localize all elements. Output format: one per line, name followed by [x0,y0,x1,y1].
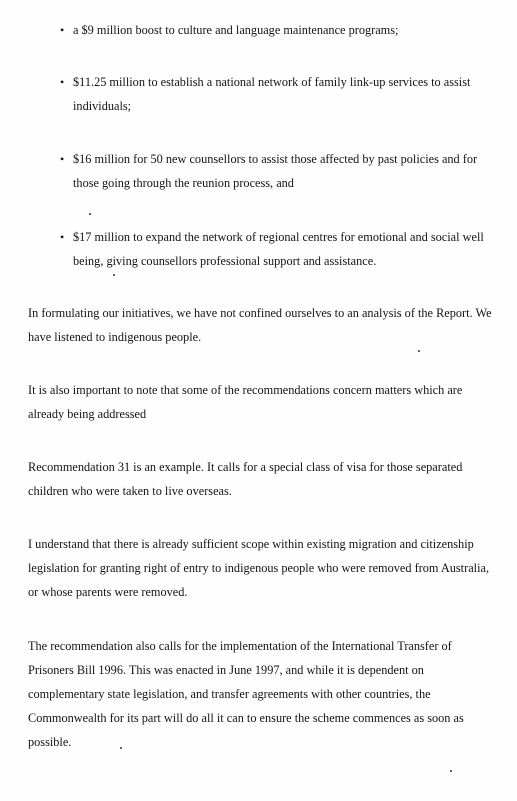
paragraph-transfer-of-prisoners: The recommendation also calls for the implementation of the International Transfer of Prisoners Bill 1996. This was enacted in June 1997, and while it is dependent on complementary state legislation, and transfer agreements with other countries, the Commonwealth for its part will do all it can to ensure the scheme commences as soon as possible. [28,639,464,749]
bullet-item-link-up [60,70,490,118]
bullet-marker: • [60,75,65,89]
scan-speck [450,770,452,772]
paragraph-recommendations-addressed: It is also important to note that some of the recommendations concern matters which are already being addressed [28,383,463,421]
paragraph-recommendation-31: Recommendation 31 is an example. It calls for a special class of visa for those separated children who were taken to live overseas. [28,460,463,498]
bullet-marker: • [60,230,65,244]
bullet-marker: • [60,23,65,37]
bullet-text: $11.25 million to establish a national network of family link-up services to assist individuals; [73,75,471,113]
bullet-text: $16 million for 50 new counsellors to assist those affected by past policies and for those going through the reunion process, and [73,152,478,190]
scan-speck [113,274,115,276]
bullet-item-regional-centres [60,225,490,273]
bullet-item-counsellors [60,147,490,195]
scan-speck [89,213,91,215]
bullet-marker: • [60,152,65,166]
scan-speck [120,747,122,749]
bullet-text: $17 million to expand the network of regional centres for emotional and social well being, giving counsellors professional support and assistance. [73,230,484,268]
paragraph-migration-scope: I understand that there is already sufficient scope within existing migration and citizenship legislation for granting right of entry to indigenous people who were removed from Australia, or whose parents were removed. [28,537,490,599]
paragraph-initiatives: In formulating our initiatives, we have not confined ourselves to an analysis of the Report. We have listened to indigenous people. [28,306,492,344]
bullet-item-culture [60,18,490,42]
scan-speck [418,350,420,352]
bullet-text: a $9 million boost to culture and language maintenance programs; [73,23,399,37]
